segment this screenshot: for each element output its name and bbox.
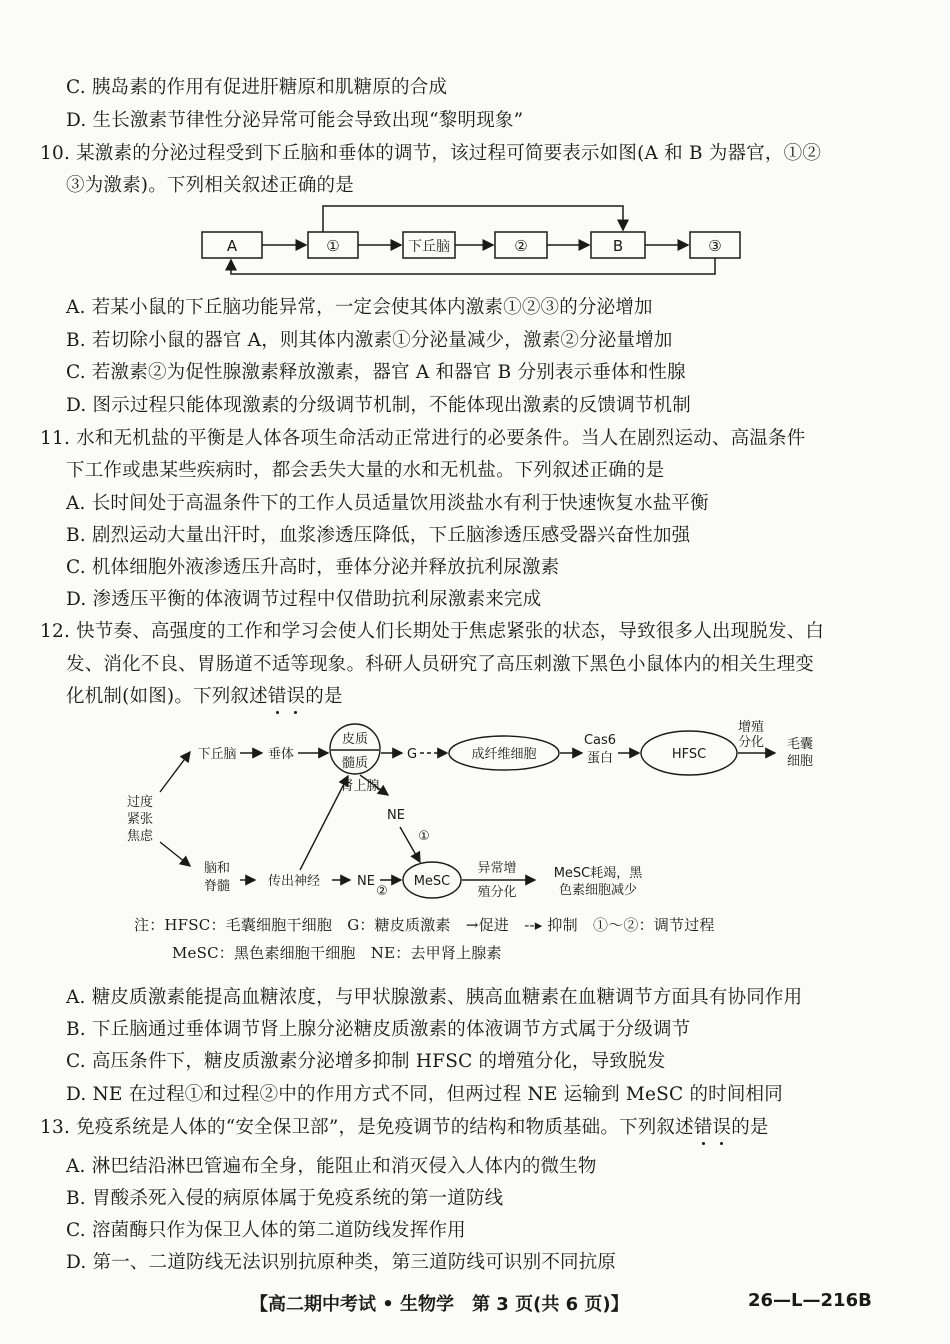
diagram-arrow <box>160 842 190 866</box>
mesc-depletion-label: MeSC耗竭，黑 <box>553 866 643 881</box>
q10-stem-line-2: ③为激素)。下列相关叙述正确的是 <box>66 175 354 196</box>
mesc-label: MeSC <box>413 874 451 889</box>
fibroblast-label: 成纤维细胞 <box>471 747 537 762</box>
q13-option-c: C. 溶菌酶只作为保卫人体的第二道防线发挥作用 <box>66 1220 466 1241</box>
q12-diagram-note-2: MeSC：黑色素细胞干细胞 NE：去甲肾上腺素 <box>172 944 502 962</box>
abnormal-prolif-label: 殖分化 <box>477 885 517 900</box>
glucocorticoid-label: G <box>406 747 418 762</box>
q10-feedback-arrow-bottom <box>231 258 715 274</box>
stress-label: 紧张 <box>126 812 154 827</box>
ne-label: NE <box>387 808 405 823</box>
page-footer-code: 26—L—216B <box>748 1290 872 1311</box>
diagram-arrow <box>400 827 420 862</box>
q12-option-a: A. 糖皮质激素能提高血糖浓度，与甲状腺激素、胰高血糖素在血糖调节方面具有协同作用 <box>66 987 803 1008</box>
proliferation-label: 分化 <box>737 735 765 750</box>
follicle-cell-label: 毛囊 <box>786 737 814 752</box>
q10-label-hypothalamus: 下丘脑 <box>408 239 450 255</box>
q10-option-a: A. 若某小鼠的下丘脑功能异常，一定会使其体内激素①②③的分泌增加 <box>66 297 653 318</box>
q11-stem-line-1: 11. 水和无机盐的平衡是人体各项生命活动正常进行的必要条件。当人在剧烈运动、高温条件 <box>40 428 806 449</box>
q10-label-b: B <box>612 237 624 255</box>
q13-option-b: B. 胃酸杀死入侵的病原体属于免疫系统的第一道防线 <box>66 1188 504 1209</box>
q10-flow-diagram <box>190 198 750 278</box>
emphasis-mark: 错 <box>693 1117 713 1138</box>
q9-option-c: C. 胰岛素的作用有促进肝糖原和肌糖原的合成 <box>66 77 448 98</box>
q10-stem-line-1: 10. 某激素的分泌过程受到下丘脑和垂体的调节，该过程可简要表示如图(A 和 B 为器官，①② <box>40 143 822 164</box>
mesc-depletion-label: 色素细胞减少 <box>558 883 638 898</box>
q13-stem: 13. 免疫系统是人体的“安全保卫部”，是免疫调节的结构和物质基础。下列叙述错误的是 <box>40 1117 769 1138</box>
q9-option-d: D. 生长激素节律性分泌异常可能会导致出现“黎明现象” <box>66 110 524 131</box>
q10-feedback-arrow-top <box>323 206 623 232</box>
q12-mechanism-diagram <box>110 712 830 912</box>
abnormal-prolif-label: 异常增 <box>477 861 517 876</box>
q11-stem-line-2: 下工作或患某些疾病时，都会丢失大量的水和无机盐。下列叙述正确的是 <box>66 460 665 481</box>
q10-option-d: D. 图示过程只能体现激素的分级调节机制，不能体现出激素的反馈调节机制 <box>66 395 691 416</box>
emphasis-mark: 误 <box>712 1117 732 1138</box>
medulla-label: 髓质 <box>341 756 369 771</box>
follicle-cell-label: 细胞 <box>786 754 814 769</box>
q12-option-b: B. 下丘脑通过垂体调节肾上腺分泌糖皮质激素的体液调节方式属于分级调节 <box>66 1019 691 1040</box>
page-footer-title: 【高二期中考试 • 生物学 第 3 页(共 6 页)】 <box>250 1294 629 1315</box>
process-1-label: ① <box>418 829 430 844</box>
q12-option-d: D. NE 在过程①和过程②中的作用方式不同，但两过程 NE 运输到 MeSC 的时间相同 <box>66 1084 783 1105</box>
emphasis-mark: 错 <box>267 686 287 707</box>
q12-stem-line-2: 发、消化不良、胃肠道不适等现象。科研人员研究了高压刺激下黑色小鼠体内的相关生理变 <box>66 654 815 675</box>
brain-spine-label: 脑和 <box>203 861 231 876</box>
brain-spine-label: 脊髓 <box>203 879 231 894</box>
stress-label: 过度 <box>126 795 154 810</box>
q13-option-d: D. 第一、二道防线无法识别抗原种类，第三道防线可识别不同抗原 <box>66 1252 617 1273</box>
q11-option-b: B. 剧烈运动大量出汗时，血浆渗透压降低，下丘脑渗透压感受器兴奋性加强 <box>66 525 691 546</box>
q10-label-a: A <box>226 237 238 255</box>
efferent-nerve-label: 传出神经 <box>267 874 321 889</box>
adrenal-label: 肾上腺 <box>340 779 380 794</box>
q12-option-c: C. 高压条件下，糖皮质激素分泌增多抑制 HFSC 的增殖分化，导致脱发 <box>66 1051 666 1072</box>
hypothalamus-label: 下丘脑 <box>197 747 237 762</box>
cas6-label: Cas6 <box>583 733 617 748</box>
proliferation-label: 增殖 <box>737 720 765 735</box>
cas6-label: 蛋白 <box>586 751 614 766</box>
q10-option-b: B. 若切除小鼠的器官 A，则其体内激素①分泌量减少，激素②分泌量增加 <box>66 330 673 351</box>
q10-label-2: ② <box>514 237 528 255</box>
stress-label: 焦虑 <box>126 829 154 844</box>
ne-label: NE <box>357 874 375 889</box>
q10-label-3: ③ <box>708 237 722 255</box>
q11-option-a: A. 长时间处于高温条件下的工作人员适量饮用淡盐水有利于快速恢复水盐平衡 <box>66 493 709 514</box>
q13-option-a: A. 淋巴结沿淋巴管遍布全身，能阻止和消灭侵入人体内的微生物 <box>66 1156 597 1177</box>
hfsc-label: HFSC <box>671 747 707 762</box>
q12-stem-line-1: 12. 快节奏、高强度的工作和学习会使人们长期处于焦虑紧张的状态，导致很多人出现脱发、白 <box>40 621 825 642</box>
diagram-arrow <box>160 752 190 792</box>
q10-label-1: ① <box>326 237 340 255</box>
process-2-label: ② <box>376 884 388 899</box>
q12-diagram-note-1: 注：HFSC：毛囊细胞干细胞 G：糖皮质激素 →促进 --▸ 抑制 ①～②：调节过程 <box>134 916 715 934</box>
emphasis-mark: 误 <box>286 686 306 707</box>
pituitary-label: 垂体 <box>267 747 295 762</box>
cortex-label: 皮质 <box>341 732 369 747</box>
q12-stem-line-3: 化机制(如图)。下列叙述错误的是 <box>66 686 343 707</box>
q11-option-d: D. 渗透压平衡的体液调节过程中仅借助抗利尿激素来完成 <box>66 589 542 610</box>
q10-option-c: C. 若激素②为促性腺激素释放激素，器官 A 和器官 B 分别表示垂体和性腺 <box>66 362 686 383</box>
q11-option-c: C. 机体细胞外液渗透压升高时，垂体分泌并释放抗利尿激素 <box>66 557 560 578</box>
